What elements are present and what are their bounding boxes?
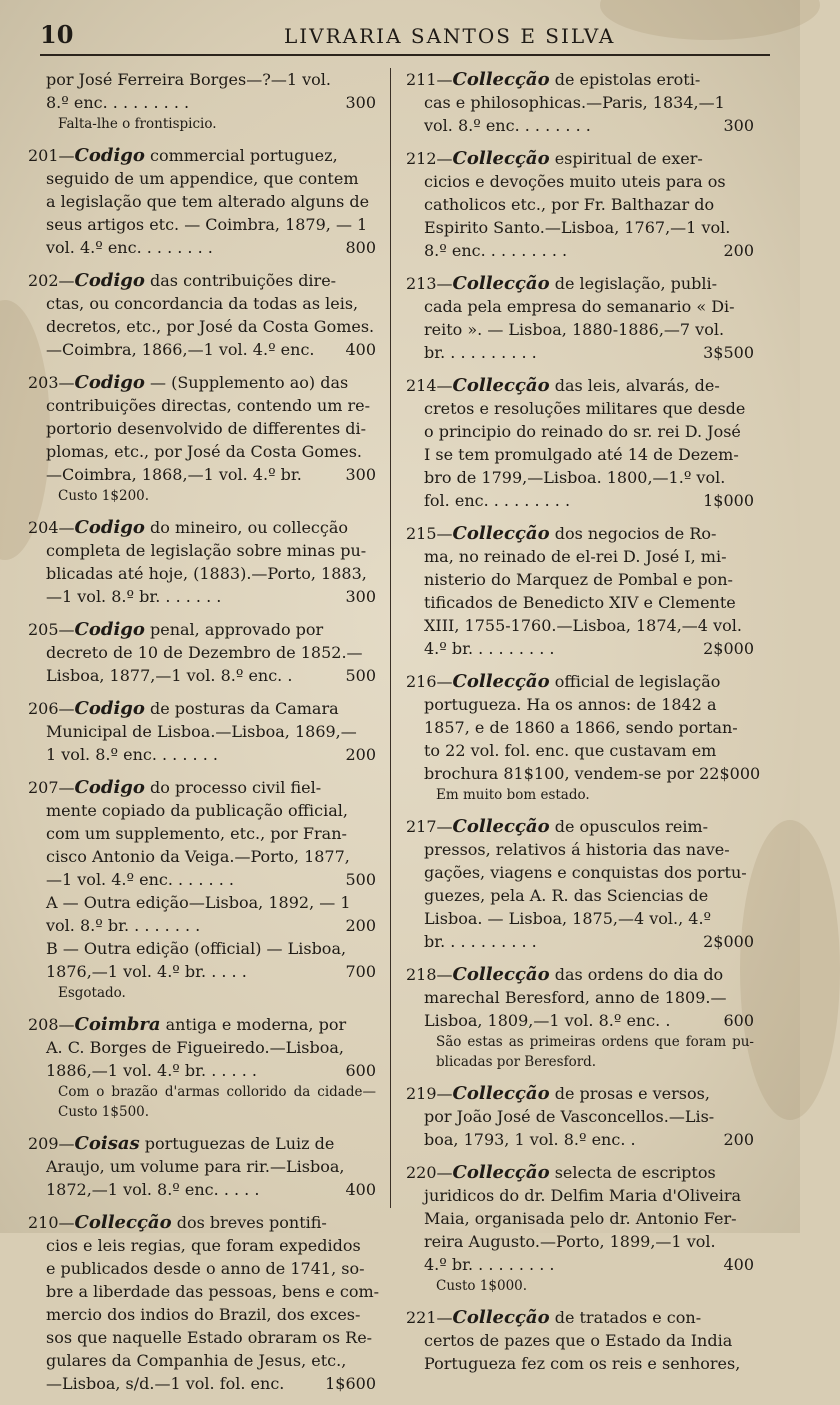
entry-line	[24, 1280, 380, 1303]
entry-line	[402, 489, 754, 512]
entry-number: 216—	[406, 672, 453, 691]
entry-line	[402, 216, 754, 239]
entry-text: blicadas até hoje, (1883).—Porto, 1883,	[46, 564, 367, 583]
entry-text: completa de legislação sobre minas pu-	[46, 541, 367, 560]
entry-line	[24, 539, 376, 562]
entry-number: 209—	[28, 1134, 75, 1153]
entry-number: 205—	[28, 620, 75, 639]
entry-text: das leis, alvarás, de-	[549, 376, 720, 395]
entry-text: cicios e devoções muito uteis para os	[424, 172, 726, 191]
catalog-entry	[24, 1211, 380, 1395]
entry-line	[402, 91, 754, 114]
entry-text: de posturas da Camara	[144, 699, 339, 718]
entry-line	[402, 838, 754, 861]
entry-keyword: Codigo	[74, 145, 145, 166]
entry-line	[24, 269, 376, 292]
entry-text: seguido de um appendice, que contem	[46, 169, 359, 188]
entry-price: 500	[345, 666, 376, 685]
entry-text: —1 vol. 8.º br. . . . . . .	[46, 587, 222, 606]
entry-line	[402, 1207, 754, 1230]
entry-text: reito ». — Lisboa, 1880-1886,—7 vol.	[424, 320, 725, 339]
entry-keyword: Coisas	[74, 1133, 140, 1154]
entry-keyword: Collecção	[452, 523, 550, 544]
entry-line	[402, 637, 754, 660]
entry-text: certos de pazes que o Estado da India	[424, 1331, 733, 1350]
entry-keyword: Codigo	[74, 270, 145, 291]
entry-text: nisterio do Marquez de Pombal e pon-	[424, 570, 733, 589]
entry-text: selecta de escriptos	[549, 1163, 716, 1182]
entry-text: de prosas e versos,	[549, 1084, 710, 1103]
entry-price: 200	[345, 745, 376, 764]
column-divider	[390, 68, 391, 1208]
catalog-entry	[402, 1082, 754, 1151]
entry-text: A. C. Borges de Figueiredo.—Lisboa,	[46, 1038, 345, 1057]
entry-line	[24, 315, 376, 338]
entry-line	[402, 1009, 754, 1032]
entry-text: 1876,—1 vol. 4.º br. . . . .	[46, 962, 247, 981]
entry-text: dos breves pontifi-	[171, 1213, 327, 1232]
entry-text: I se tem promulgado até 14 de Dezem-	[424, 445, 739, 464]
page-number: 10	[40, 20, 74, 49]
entry-price: 700	[345, 962, 376, 981]
entry-text: o principio do reinado do sr. rei D. José	[424, 422, 741, 441]
entry-line	[402, 170, 754, 193]
entry-text: decretos, etc., por José da Costa Gomes.	[46, 317, 375, 336]
entry-text: com um supplemento, etc., por Fran-	[46, 824, 347, 843]
entry-text: a legislação que tem alterado alguns de	[46, 192, 370, 211]
entry-line	[402, 884, 754, 907]
entry-line	[24, 338, 376, 361]
entry-keyword: Collecção	[452, 1162, 550, 1183]
entry-text: das ordens do dia do	[549, 965, 724, 984]
entry-price: 500	[345, 870, 376, 889]
catalog-entry	[24, 371, 376, 506]
entry-number: 206—	[28, 699, 75, 718]
entry-text: Lisboa, 1809,—1 vol. 8.º enc. .	[424, 1011, 671, 1030]
entry-text: do mineiro, ou collecção	[144, 518, 348, 537]
entry-line	[24, 1372, 376, 1395]
entry-number: 210—	[28, 1213, 75, 1232]
entry-text: ma, no reinado de el-rei D. José I, mi-	[424, 547, 727, 566]
entry-line	[402, 670, 754, 693]
entry-keyword: Codigo	[74, 517, 145, 538]
entry-note: Com o brazão d'armas collorido da cidade— Custo 1$500.	[58, 1084, 376, 1120]
entry-text: —Coimbra, 1868,—1 vol. 4.º br.	[46, 465, 302, 484]
entry-keyword: Collecção	[74, 1212, 172, 1233]
entry-line	[402, 68, 754, 91]
entry-number: 221—	[406, 1308, 453, 1327]
entry-text: commercial portuguez,	[144, 146, 338, 165]
entry-price: 2$000	[703, 932, 754, 951]
entry-line	[402, 341, 754, 364]
entry-line	[24, 1059, 376, 1082]
entry-line	[402, 907, 754, 930]
entry-text: portorio desenvolvido de differentes di-	[46, 419, 367, 438]
paper-stain	[740, 820, 840, 1120]
entry-text: fol. enc. . . . . . . . .	[424, 491, 571, 510]
entry-note: Custo 1$200.	[58, 488, 150, 504]
entry-line	[24, 371, 376, 394]
catalog-entry	[24, 697, 376, 766]
entry-text: bro de 1799,—Lisboa. 1800,—1.º vol.	[424, 468, 726, 487]
entry-text: 8.º enc. . . . . . . . .	[424, 241, 568, 260]
catalog-entry	[402, 1161, 754, 1296]
catalog-entry	[24, 516, 376, 608]
entry-keyword: Collecção	[452, 1083, 550, 1104]
entry-note: São estas as primeiras ordens que foram pu- blicadas por Beresford.	[436, 1034, 754, 1070]
entry-line	[24, 845, 376, 868]
entry-text: cretos e resoluções militares que desde	[424, 399, 746, 418]
entry-text: espiritual de exer-	[549, 149, 703, 168]
entry-line	[402, 114, 754, 137]
catalog-entry	[402, 963, 754, 1072]
entry-price: 200	[345, 916, 376, 935]
entry-keyword: Codigo	[74, 698, 145, 719]
entry-line	[24, 1326, 376, 1349]
entry-text: mercio dos indios do Brazil, dos exces-	[46, 1305, 361, 1324]
entry-line	[24, 144, 376, 167]
entry-text: decreto de 10 de Dezembro de 1852.—	[46, 643, 363, 662]
entry-text: Araujo, um volume para rir.—Lisboa,	[46, 1157, 345, 1176]
entry-number: 212—	[406, 149, 453, 168]
entry-price: 400	[345, 1180, 376, 1199]
entry-text: seus artigos etc. — Coimbra, 1879, — 1	[46, 215, 368, 234]
entry-text: cisco Antonio da Veiga.—Porto, 1877,	[46, 847, 350, 866]
entry-line	[24, 1234, 376, 1257]
entry-line	[402, 762, 761, 785]
entry-line	[24, 799, 376, 822]
entry-note: Falta-lhe o frontispicio.	[58, 116, 217, 132]
entry-text: br. . . . . . . . . .	[424, 932, 537, 951]
catalog-entry	[402, 68, 754, 137]
entry-price: 800	[345, 238, 376, 257]
entry-keyword: Collecção	[452, 148, 550, 169]
entry-text: 4.º br. . . . . . . . .	[424, 639, 555, 658]
entry-line	[402, 545, 754, 568]
entry-text: pressos, relativos á historia das nave-	[424, 840, 730, 859]
entry-text: cios e leis regias, que foram expedidos	[46, 1236, 361, 1255]
entry-line	[402, 986, 754, 1009]
entry-text: dos negocios de Ro-	[549, 524, 717, 543]
entry-line	[24, 167, 376, 190]
catalog-entry	[24, 776, 376, 1003]
entry-text: official de legislação	[549, 672, 721, 691]
entry-line	[402, 1306, 754, 1329]
entry-text: 8.º enc. . . . . . . . .	[46, 93, 190, 112]
entry-keyword: Codigo	[74, 372, 145, 393]
entry-line	[402, 272, 754, 295]
entry-text: 4.º br. . . . . . . . .	[424, 1255, 555, 1274]
entry-line	[24, 585, 376, 608]
entry-line	[402, 374, 754, 397]
entry-line	[24, 1178, 376, 1201]
entry-number: 204—	[28, 518, 75, 537]
entry-price: 400	[723, 1255, 754, 1274]
entry-number: 217—	[406, 817, 453, 836]
entry-line	[24, 1132, 376, 1155]
entry-line	[402, 739, 754, 762]
entry-text: reira Augusto.—Porto, 1899,—1 vol.	[424, 1232, 716, 1251]
entry-text: Espirito Santo.—Lisboa, 1767,—1 vol.	[424, 218, 731, 237]
entry-text: B — Outra edição (official) — Lisboa,	[46, 939, 347, 958]
catalog-entry	[24, 144, 376, 259]
entry-line	[402, 930, 754, 953]
entry-price: 300	[345, 93, 376, 112]
catalog-entry	[402, 374, 754, 512]
entry-line	[402, 239, 754, 262]
entry-text: Municipal de Lisboa.—Lisboa, 1869,—	[46, 722, 357, 741]
entry-line	[402, 861, 754, 884]
entry-line	[24, 1257, 376, 1280]
entry-number: 220—	[406, 1163, 453, 1182]
entry-text: Lisboa. — Lisboa, 1875,—4 vol., 4.º	[424, 909, 712, 928]
entry-text: juridicos do dr. Delfim Maria d'Oliveira	[424, 1186, 742, 1205]
entry-line	[24, 394, 376, 417]
entry-text: de tratados e con-	[549, 1308, 702, 1327]
entry-number: 202—	[28, 271, 75, 290]
entry-price: 300	[723, 116, 754, 135]
entry-text: contribuições directas, contendo um re-	[46, 396, 371, 415]
entry-text: gulares da Companhia de Jesus, etc.,	[46, 1351, 347, 1370]
entry-line	[24, 68, 376, 91]
entry-line	[402, 193, 754, 216]
entry-line	[402, 522, 754, 545]
entry-line	[402, 568, 754, 591]
catalog-entry	[24, 1013, 376, 1122]
entry-line	[402, 1184, 754, 1207]
entry-text: portuguezas de Luiz de	[139, 1134, 335, 1153]
entry-note: Custo 1$000.	[436, 1278, 528, 1294]
entry-text: catholicos etc., por Fr. Balthazar do	[424, 195, 715, 214]
entry-keyword: Collecção	[452, 1307, 550, 1328]
entry-text: —1 vol. 4.º enc. . . . . . .	[46, 870, 234, 889]
catalog-entry	[24, 618, 376, 687]
entry-line	[402, 420, 754, 443]
entry-text: cada pela empresa do semanario « Di-	[424, 297, 735, 316]
entry-line	[24, 440, 376, 463]
entry-line	[24, 697, 376, 720]
entry-text: br. . . . . . . . . .	[424, 343, 537, 362]
entry-line	[24, 1155, 376, 1178]
entry-text: do processo civil fiel-	[144, 778, 322, 797]
entry-line	[24, 960, 376, 983]
entry-text: Lisboa, 1877,—1 vol. 8.º enc. .	[46, 666, 293, 685]
entry-text: de opusculos reim-	[549, 817, 709, 836]
entry-line	[24, 562, 376, 585]
entry-line	[24, 292, 376, 315]
entry-line	[24, 1303, 376, 1326]
catalog-entry	[24, 269, 376, 361]
entry-text: 1857, e de 1860 a 1866, sendo portan-	[424, 718, 738, 737]
entry-number: 219—	[406, 1084, 453, 1103]
entry-line	[402, 1352, 754, 1375]
entry-price: 1$000	[703, 491, 754, 510]
entry-keyword: Collecção	[452, 375, 550, 396]
entry-text: vol. 8.º enc. . . . . . . .	[424, 116, 591, 135]
entry-line	[24, 1211, 376, 1234]
entry-text: vol. 8.º br. . . . . . . .	[46, 916, 201, 935]
entry-line	[402, 318, 754, 341]
entry-line	[24, 463, 376, 486]
entry-line	[24, 776, 376, 799]
entry-text: tificados de Benedicto XIV e Clemente	[424, 593, 736, 612]
entry-line	[402, 1105, 754, 1128]
entry-keyword: Codigo	[74, 619, 145, 640]
entry-keyword: Collecção	[452, 816, 550, 837]
entry-line	[402, 397, 754, 420]
entry-note: Esgotado.	[58, 985, 126, 1001]
entry-price: 600	[723, 1011, 754, 1030]
entry-line	[24, 822, 376, 845]
entry-text: mente copiado da publicação official,	[46, 801, 348, 820]
entry-line	[402, 693, 754, 716]
entry-number: 218—	[406, 965, 453, 984]
entry-text: de epistolas eroti-	[549, 70, 701, 89]
entry-line	[24, 664, 376, 687]
entry-text: A — Outra edição—Lisboa, 1892, — 1	[46, 893, 351, 912]
entry-number: 201—	[28, 146, 75, 165]
entry-line	[24, 618, 376, 641]
entry-text: e publicados desde o anno de 1741, so-	[46, 1259, 365, 1278]
entry-keyword: Collecção	[452, 69, 550, 90]
entry-text: 1886,—1 vol. 4.º br. . . . . .	[46, 1061, 257, 1080]
entry-line	[402, 1161, 754, 1184]
entry-price: 1$600	[325, 1374, 376, 1393]
entry-text: ctas, ou concordancia da todas as leis,	[46, 294, 359, 313]
catalog-entry	[402, 1306, 754, 1375]
catalog-entry	[402, 272, 754, 364]
catalog-entry	[402, 670, 761, 805]
entry-keyword: Collecção	[452, 273, 550, 294]
entry-line	[402, 815, 754, 838]
entry-price: 600	[345, 1061, 376, 1080]
entry-text: 1 vol. 8.º enc. . . . . . .	[46, 745, 218, 764]
entry-text: por José Ferreira Borges—?—1 vol.	[46, 70, 331, 89]
entry-price: 400	[345, 340, 376, 359]
entry-text: boa, 1793, 1 vol. 8.º enc. .	[424, 1130, 636, 1149]
entry-text: das contribuições dire-	[144, 271, 337, 290]
entry-line	[24, 743, 376, 766]
entry-keyword: Collecção	[452, 671, 550, 692]
entry-number: 203—	[28, 373, 75, 392]
entry-text: gações, viagens e conquistas dos portu-	[424, 863, 747, 882]
entry-keyword: Coimbra	[74, 1014, 161, 1035]
entry-line	[402, 1230, 754, 1253]
entry-line	[24, 190, 376, 213]
entry-text: 1872,—1 vol. 8.º enc. . . . .	[46, 1180, 260, 1199]
entry-line	[24, 91, 376, 114]
left-column	[24, 68, 380, 1405]
entry-text: penal, approvado por	[144, 620, 324, 639]
entry-text: bre a liberdade das pessoas, bens e com-	[46, 1282, 380, 1301]
entry-text: portugueza. Ha os annos: de 1842 a	[424, 695, 717, 714]
entry-line	[402, 295, 754, 318]
entry-line	[402, 614, 754, 637]
entry-line	[24, 417, 376, 440]
entry-price: 200	[723, 1130, 754, 1149]
entry-line	[24, 868, 376, 891]
entry-number: 213—	[406, 274, 453, 293]
entry-text: vol. 4.º enc. . . . . . . .	[46, 238, 213, 257]
entry-number: 207—	[28, 778, 75, 797]
entry-text: Maia, organisada pelo dr. Antonio Fer-	[424, 1209, 737, 1228]
entry-price: 200	[723, 241, 754, 260]
catalog-entry	[24, 1132, 376, 1201]
entry-line	[402, 466, 754, 489]
entry-line	[402, 716, 754, 739]
entry-line	[402, 1253, 754, 1276]
entry-text: —Lisboa, s/d.—1 vol. fol. enc.	[46, 1374, 285, 1393]
entry-text: brochura 81$100, vendem-se por 22$000	[424, 764, 761, 783]
entry-text: por João José de Vasconcellos.—Lis-	[424, 1107, 715, 1126]
entry-text: — (Supplemento ao) das	[144, 373, 349, 392]
entry-line	[24, 937, 376, 960]
right-column	[402, 68, 761, 1385]
entry-line	[24, 213, 376, 236]
entry-line	[24, 641, 376, 664]
entry-text: Portugueza fez com os reis e senhores,	[424, 1354, 741, 1373]
catalog-entry	[402, 147, 754, 262]
catalog-entry	[402, 522, 754, 660]
entry-line	[24, 236, 376, 259]
running-title: LIVRARIA SANTOS E SILVA	[284, 24, 616, 48]
entry-line	[24, 516, 376, 539]
entry-text: guezes, pela A. R. das Sciencias de	[424, 886, 709, 905]
entry-number: 208—	[28, 1015, 75, 1034]
entry-number: 214—	[406, 376, 453, 395]
entry-line	[402, 443, 754, 466]
page-header	[40, 18, 770, 56]
entry-text: to 22 vol. fol. enc. que custavam em	[424, 741, 717, 760]
entry-text: marechal Beresford, anno de 1809.—	[424, 988, 727, 1007]
entry-line	[402, 1128, 754, 1151]
entry-price: 300	[345, 587, 376, 606]
entry-keyword: Codigo	[74, 777, 145, 798]
entry-line	[24, 1036, 376, 1059]
entry-line	[24, 914, 376, 937]
entry-line	[24, 1349, 376, 1372]
catalog-entry	[24, 68, 376, 134]
entry-line	[402, 1082, 754, 1105]
entry-text: sos que naquelle Estado obraram os Re-	[46, 1328, 373, 1347]
entry-text: —Coimbra, 1866,—1 vol. 4.º enc.	[46, 340, 315, 359]
entry-line	[24, 891, 376, 914]
entry-line	[402, 1329, 754, 1352]
catalog-entry	[402, 815, 754, 953]
entry-text: cas e philosophicas.—Paris, 1834,—1	[424, 93, 725, 112]
entry-keyword: Collecção	[452, 964, 550, 985]
entry-note: Em muito bom estado.	[436, 787, 590, 803]
entry-text: XIII, 1755-1760.—Lisboa, 1874,—4 vol.	[424, 616, 742, 635]
entry-text: de legislação, publi-	[549, 274, 718, 293]
entry-text: antiga e moderna, por	[160, 1015, 347, 1034]
entry-price: 300	[345, 465, 376, 484]
entry-number: 211—	[406, 70, 453, 89]
entry-number: 215—	[406, 524, 453, 543]
entry-line	[402, 147, 754, 170]
entry-price: 3$500	[703, 343, 754, 362]
entry-line	[402, 963, 754, 986]
entry-line	[402, 591, 754, 614]
entry-text: plomas, etc., por José da Costa Gomes.	[46, 442, 362, 461]
entry-line	[24, 1013, 376, 1036]
entry-line	[24, 720, 376, 743]
entry-price: 2$000	[703, 639, 754, 658]
